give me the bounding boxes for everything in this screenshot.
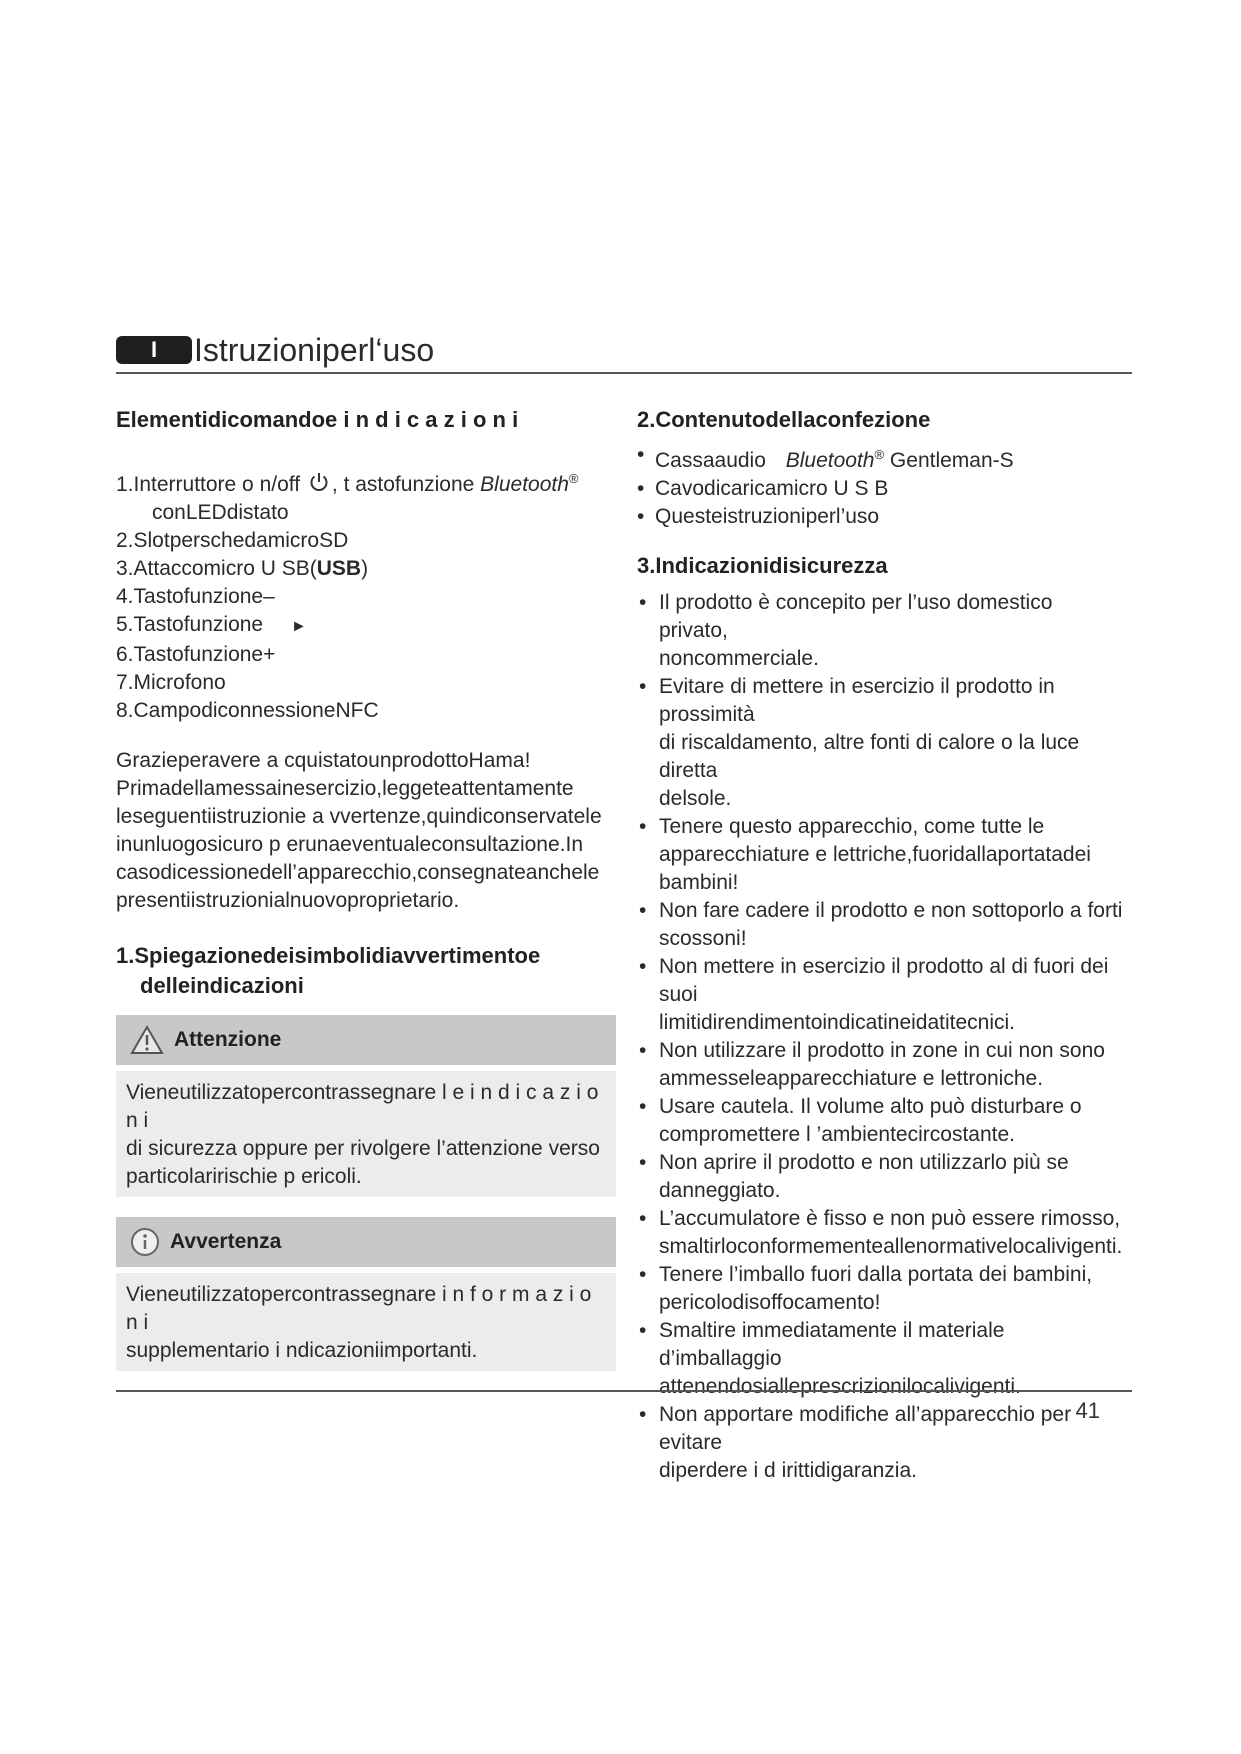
warning-box-body: Vieneutilizzatopercontrassegnare l e i n d i c a z i o n i di sicurezza oppure per rivolgere l’attenzione verso particolaririschie p ericoli. (116, 1071, 616, 1197)
list-item: • Tenere questo apparecchio, come tutte le apparecchiature e lettriche,fuoridallaportatadei bambini! (637, 813, 1127, 897)
list-item: 6.Tastofunzione+ (116, 643, 276, 666)
list-item: • Cavodicaricamicro U S B (637, 475, 1127, 503)
list-item: 3.Attaccomicro U SB(USB) (116, 557, 369, 580)
warning-box-header: Attenzione (116, 1015, 616, 1065)
info-box-header: Avvertenza (116, 1217, 616, 1267)
list-item: • L’accumulatore è fisso e non può essere rimosso, smaltirloconformementeallenormativelocalivigenti. (637, 1205, 1127, 1261)
list-item: • Evitare di mettere in esercizio il prodotto in prossimità di riscaldamento, altre fonti di calore o la luce diretta delsole. (637, 673, 1127, 813)
list-item: • Cassaaudio Bluetooth® Gentleman-S (637, 441, 1127, 475)
intro-paragraph: Grazieperavere a cquistatounprodottoHama! Primadellamessainesercizio,leggeteattentamente leseguentiistruzionie a vvertenze,quindiconservatele inunluogosicuro p erunaeventualeconsultazione.In casodicessionedell’apparecchio,consegnateanchele presentiistruzionialnuovoproprietario. (116, 749, 602, 912)
list-item: • Tenere l’imballo fuori dalla portata dei bambini, pericolodisoffocamento! (637, 1261, 1127, 1317)
info-icon (130, 1227, 160, 1257)
safety-list (637, 589, 1127, 1485)
list-item: • Smaltire immediatamente il materiale d’imballaggio attenendosialleprescrizionilocalivigenti. (637, 1317, 1127, 1401)
controls-section-title: Elementidicomandoe i n d i c a z i o n i (116, 407, 519, 432)
safety-section-title: 3.Indicazionidisicurezza (637, 553, 888, 578)
list-item: • Questeistruzioniperl’uso (637, 503, 1127, 531)
right-column (637, 405, 1127, 1485)
info-box (116, 1217, 616, 1371)
power-icon (308, 471, 330, 493)
list-item: 2.SlotperschedamicroSD (116, 529, 349, 552)
symbols-section-title: 1.Spiegazionedeisimbolidiavvertimentoe delleindicazioni (116, 943, 541, 998)
list-item: 7.Microfono (116, 671, 226, 694)
page-title: Istruzioniperl‘uso (194, 332, 435, 368)
warning-triangle-icon (130, 1025, 164, 1055)
contents-section-title: 2.Contenutodellaconfezione (637, 407, 931, 432)
list-item: • Non utilizzare il prodotto in zone in cui non sono ammesseleapparecchiature e lettroniche. (637, 1037, 1127, 1093)
page-header (116, 328, 1132, 374)
list-item: • Non apportare modifiche all’apparecchio per evitare diperdere i d irittidigaranzia. (637, 1401, 1127, 1485)
left-column (116, 405, 616, 1371)
play-icon: ► (290, 618, 307, 635)
footer-divider (116, 1390, 1132, 1392)
language-badge: I (116, 336, 192, 364)
contents-list (637, 441, 1127, 531)
list-item: 1.Interruttore o n/off , t astofunzione Bluetooth® conLEDdistato (116, 471, 579, 524)
warning-box (116, 1015, 616, 1197)
page-number: 41 (1075, 1398, 1100, 1423)
list-item: • Non aprire il prodotto e non utilizzarlo più se danneggiato. (637, 1149, 1127, 1205)
list-item: • Usare cautela. Il volume alto può disturbare o compromettere l ’ambientecircostante. (637, 1093, 1127, 1149)
list-item: 5.Tastofunzione ► (116, 613, 307, 636)
list-item: • Il prodotto è concepito per l’uso domestico privato, noncommerciale. (637, 589, 1127, 673)
info-box-body: Vieneutilizzatopercontrassegnare i n f o r m a z i o n i supplementario i ndicazioniimportanti. (116, 1273, 616, 1371)
list-item: • Non mettere in esercizio il prodotto al di fuori dei suoi limitidirendimentoindicatineidatitecnici. (637, 953, 1127, 1037)
list-item: 8.CampodiconnessioneNFC (116, 699, 379, 722)
list-item: 4.Tastofunzione– (116, 585, 275, 608)
controls-list (116, 465, 616, 725)
list-item: • Non fare cadere il prodotto e non sottoporlo a forti scossoni! (637, 897, 1127, 953)
